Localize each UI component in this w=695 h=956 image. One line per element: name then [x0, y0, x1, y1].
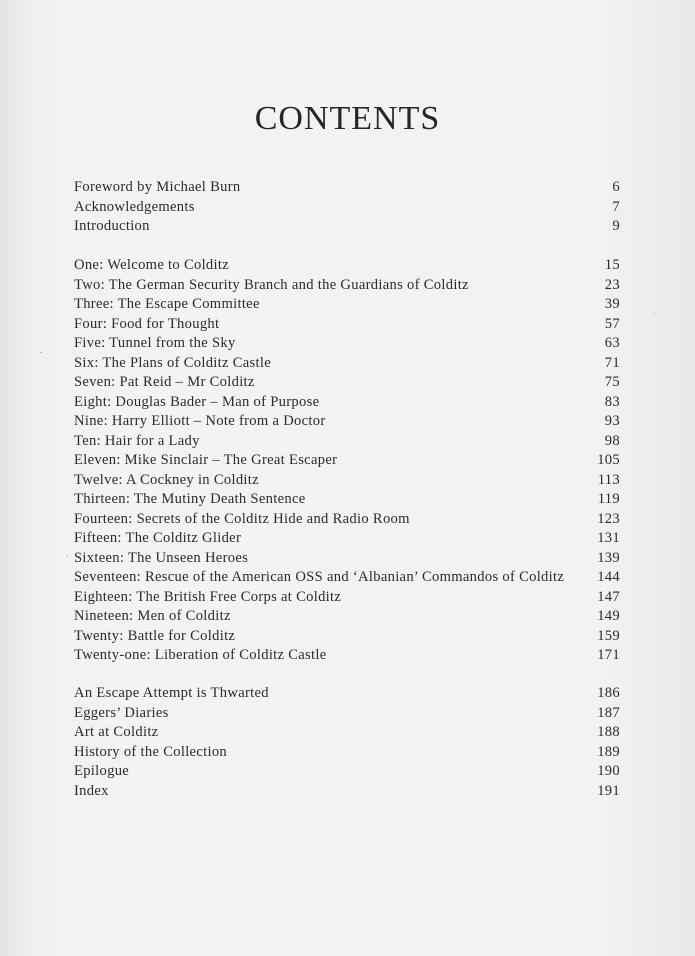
toc-entry-title: Four: Food for Thought — [74, 315, 220, 332]
toc-entry-page: 23 — [604, 276, 620, 293]
toc-entry-title: Epilogue — [74, 763, 130, 779]
page-title: CONTENTS — [254, 100, 441, 137]
toc-entry — [74, 471, 620, 491]
toc-entry — [74, 432, 620, 452]
toc-entry-page: 189 — [597, 743, 620, 760]
toc-entry-title: Art at Colditz — [74, 724, 159, 740]
toc-entry-page: 6 — [612, 179, 620, 195]
toc-entry-page: 144 — [597, 569, 620, 585]
toc-entry-page: 98 — [604, 432, 620, 449]
toc-entry-title: Thirteen: The Mutiny Death Sentence — [74, 491, 306, 507]
toc-entry-page: 7 — [612, 198, 620, 215]
toc-entry-title: Sixteen: The Unseen Heroes — [74, 549, 249, 566]
toc-entry — [74, 646, 620, 666]
paper-speck — [40, 352, 42, 353]
toc-entry — [74, 178, 620, 198]
toc-entry-page: 191 — [597, 782, 620, 799]
toc-entry-title: Introduction — [74, 218, 150, 234]
toc-entry-title: Nine: Harry Elliott – Note from a Doctor — [74, 413, 326, 429]
toc-entry-title: Eggers’ Diaries — [74, 704, 169, 721]
toc-entry-title: Fourteen: Secrets of the Colditz Hide and Radio Room — [74, 510, 410, 527]
toc-entry — [74, 490, 620, 510]
toc-entry — [74, 627, 620, 647]
toc-entry-title: One: Welcome to Colditz — [74, 257, 230, 273]
toc-entry-title: Twenty: Battle for Colditz — [74, 627, 236, 644]
toc-entry — [74, 510, 620, 530]
toc-entry — [74, 393, 620, 413]
toc-entry-page: 57 — [604, 315, 620, 332]
toc-chapters — [74, 256, 620, 666]
toc-entry — [74, 607, 620, 627]
toc-entry-page: 186 — [597, 685, 620, 701]
toc-entry-title: Index — [74, 782, 109, 799]
toc-entry-title: History of the Collection — [74, 743, 228, 760]
toc-entry-page: 188 — [597, 724, 620, 740]
toc-entry-page: 131 — [597, 530, 620, 546]
toc-entry — [74, 568, 620, 588]
toc-entry-page: 149 — [597, 608, 620, 624]
toc-entry-title: Ten: Hair for a Lady — [74, 432, 200, 449]
toc-entry-page: 71 — [604, 354, 620, 371]
toc-entry-page: 123 — [597, 510, 620, 527]
toc-entry-page: 75 — [604, 374, 620, 390]
toc-entry — [74, 743, 620, 763]
toc-entry — [74, 723, 620, 743]
toc-entry-page: 147 — [597, 588, 620, 605]
toc-back-matter — [74, 684, 620, 801]
toc-entry-title: Foreword by Michael Burn — [74, 179, 241, 195]
toc-entry-page: 39 — [604, 296, 620, 312]
toc-entry — [74, 762, 620, 782]
toc-entry — [74, 354, 620, 374]
toc-entry-page: 63 — [604, 335, 620, 351]
toc-entry-page: 9 — [612, 218, 620, 234]
toc-entry-page: 159 — [597, 627, 620, 644]
toc-entry-title: Fifteen: The Colditz Glider — [74, 530, 242, 546]
toc-entry — [74, 782, 620, 802]
toc-entry — [74, 217, 620, 237]
toc-entry — [74, 198, 620, 218]
toc-entry — [74, 704, 620, 724]
toc-entry-page: 171 — [597, 647, 620, 663]
toc-entry-title: Seventeen: Rescue of the American OSS and ‘Albanian’ Commandos of Colditz — [74, 569, 565, 585]
toc-entry-title: Five: Tunnel from the Sky — [74, 335, 236, 351]
toc-entry — [74, 276, 620, 296]
toc-entry-title: Twenty-one: Liberation of Colditz Castle — [74, 647, 327, 663]
toc-entry — [74, 549, 620, 569]
toc-entry — [74, 334, 620, 354]
paper-speck — [653, 313, 655, 314]
toc-entry-title: Eleven: Mike Sinclair – The Great Escaper — [74, 452, 338, 468]
toc-entry-page: 190 — [597, 763, 620, 779]
toc-entry — [74, 315, 620, 335]
toc-entry — [74, 295, 620, 315]
toc-entry — [74, 588, 620, 608]
toc-entry-page: 119 — [597, 491, 620, 507]
toc-entry-page: 113 — [597, 471, 620, 488]
toc-entry-title: Acknowledgements — [74, 198, 195, 215]
toc-entry-title: Seven: Pat Reid – Mr Colditz — [74, 374, 255, 390]
paper-speck — [66, 555, 68, 556]
toc-entry-title: Three: The Escape Committee — [74, 296, 260, 312]
toc-entry — [74, 529, 620, 549]
toc-entry-title: Two: The German Security Branch and the Guardians of Colditz — [74, 276, 469, 293]
toc-entry-title: Nineteen: Men of Colditz — [74, 608, 231, 624]
toc-entry-title: Eighteen: The British Free Corps at Colditz — [74, 588, 342, 605]
toc-entry — [74, 451, 620, 471]
toc-entry — [74, 412, 620, 432]
toc-entry — [74, 256, 620, 276]
toc-entry-page: 187 — [597, 704, 620, 721]
toc-entry-page: 105 — [597, 452, 620, 468]
toc-entry-title: An Escape Attempt is Thwarted — [74, 685, 269, 701]
toc-entry — [74, 684, 620, 704]
toc-entry — [74, 373, 620, 393]
toc-entry-title: Eight: Douglas Bader – Man of Purpose — [74, 393, 320, 410]
toc-entry-title: Six: The Plans of Colditz Castle — [74, 354, 272, 371]
toc-entry-page: 15 — [604, 257, 620, 273]
toc-entry-page: 139 — [597, 549, 620, 566]
toc-entry-title: Twelve: A Cockney in Colditz — [74, 471, 259, 488]
toc-entry-page: 93 — [604, 413, 620, 429]
toc-entry-page: 83 — [604, 393, 620, 410]
toc-front-matter — [74, 178, 620, 237]
